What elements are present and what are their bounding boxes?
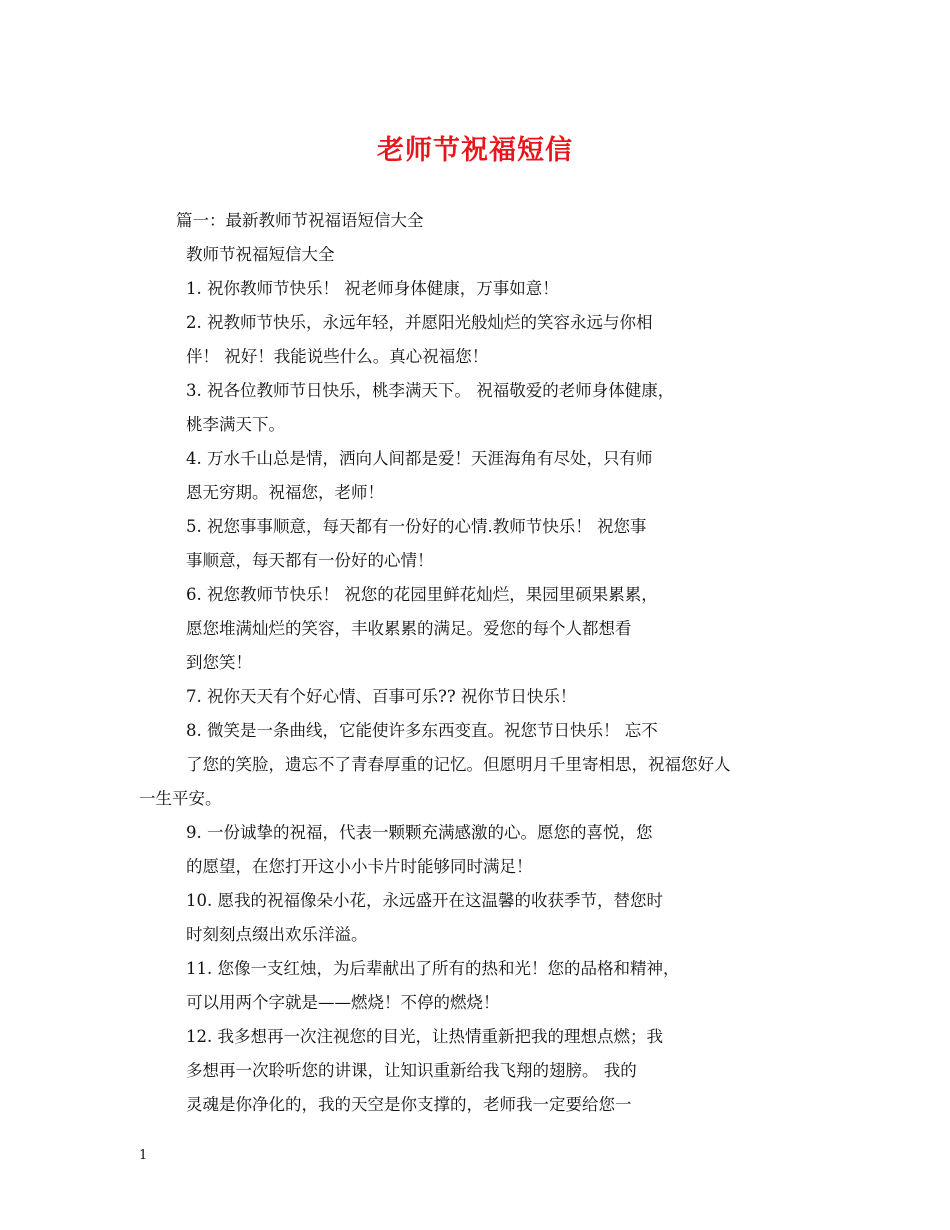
text-line: 的愿望，在您打开这小小卡片时能够同时满足！: [186, 857, 533, 876]
text-line: 3. 祝各位教师节日快乐，桃李满天下。 祝福敬爱的老师身体健康，: [186, 381, 675, 400]
text-line: 了您的笑脸，遗忘不了青春厚重的记忆。但愿明月千里寄相思，祝福您好人: [186, 755, 731, 774]
text-line: 事顺意，每天都有一份好的心情！: [186, 551, 434, 570]
text-line: 7. 祝你天天有个好心情、百事可乐?? 祝你节日快乐！: [186, 687, 577, 706]
text-line: 时刻刻点缀出欢乐洋溢。: [186, 925, 368, 944]
text-line: 9. 一份诚挚的祝福，代表一颗颗充满感激的心。愿您的喜悦，您: [186, 823, 653, 842]
text-line: 恩无穷期。祝福您，老师！: [186, 483, 384, 502]
text-line: 一生平安。: [139, 789, 222, 808]
text-line: 12. 我多想再一次注视您的目光，让热情重新把我的理想点燃；我: [186, 1027, 663, 1046]
text-line: 灵魂是你净化的，我的天空是你支撑的，老师我一定要给您一: [186, 1095, 632, 1114]
page-number: 1: [139, 1148, 148, 1163]
text-line: 10. 愿我的祝福像朵小花，永远盛开在这温馨的收获季节，替您时: [186, 891, 663, 910]
text-line: 1. 祝你教师节快乐！ 祝老师身体健康，万事如意！: [186, 279, 559, 298]
text-line: 到您笑！: [186, 653, 252, 672]
text-line: 桃李满天下。: [186, 415, 285, 434]
text-line: 6. 祝您教师节快乐！ 祝您的花园里鲜花灿烂，果园里硕果累累，: [186, 585, 658, 604]
text-line: 8. 微笑是一条曲线，它能使许多东西变直。祝您节日快乐！ 忘不: [186, 721, 658, 740]
text-line: 伴！ 祝好！我能说些什么。真心祝福您！: [186, 347, 489, 366]
text-line: 11. 您像一支红烛，为后辈献出了所有的热和光！您的品格和精神，: [186, 959, 680, 978]
text-line: 可以用两个字就是——燃烧！不停的燃烧！: [186, 993, 500, 1012]
subheading: 教师节祝福短信大全: [186, 245, 335, 264]
text-line: 多想再一次聆听您的讲课，让知识重新给我飞翔的翅膀。 我的: [186, 1061, 637, 1080]
text-line: 4. 万水千山总是情，洒向人间都是爱！天涯海角有尽处，只有师: [186, 449, 653, 468]
document-title: 老师节祝福短信: [377, 135, 573, 166]
text-line: 5. 祝您事事顺意，每天都有一份好的心情.教师节快乐！ 祝您事: [186, 517, 647, 536]
section-heading: 篇一：最新教师节祝福语短信大全: [176, 211, 424, 230]
text-line: 2. 祝教师节快乐，永远年轻，并愿阳光般灿烂的笑容永远与你相: [186, 313, 653, 332]
text-line: 愿您堆满灿烂的笑容，丰收累累的满足。爱您的每个人都想看: [186, 619, 632, 638]
